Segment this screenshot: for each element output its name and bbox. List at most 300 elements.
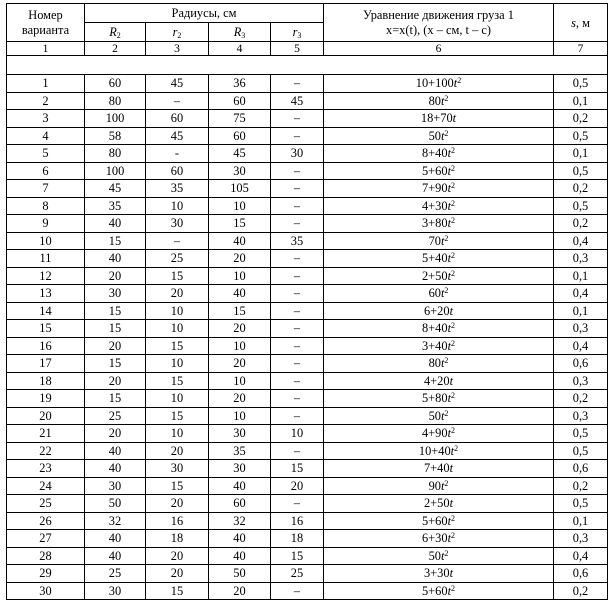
cell-r2: - [146,145,209,163]
cell-variant: 5 [7,145,85,163]
cell-s: 0,3 [554,407,608,425]
cell-equation [324,425,554,443]
equation-power: 2 [451,391,456,401]
cell-s: 0,6 [554,355,608,373]
equation-variable: t [449,496,454,511]
cell-equation [324,215,554,233]
table-row [7,267,608,285]
cell-s: 0,1 [554,145,608,163]
cell-equation [324,407,554,425]
cell-equation [324,267,554,285]
cell-s: 0,4 [554,232,608,250]
cell-R3: 20 [209,390,271,408]
equation-power: 2 [451,146,456,156]
cell-s: 0,2 [554,215,608,233]
spacer-cell [7,56,608,75]
cell-r2: – [146,232,209,250]
cell-s: 0,5 [554,75,608,93]
equation-text: 8+40 [421,146,448,161]
equation-text: 2+50 [421,268,448,283]
cell-s: 0,4 [554,547,608,565]
cell-r3: – [271,267,324,285]
header-R3-symbol: R [233,25,242,39]
cell-R3: 105 [209,180,271,198]
equation-power: 2 [444,286,449,296]
cell-s: 0,5 [554,127,608,145]
cell-variant: 8 [7,197,85,215]
cell-equation [324,390,554,408]
equation-text: 80 [428,356,441,371]
equation-text: 4+20 [423,373,450,388]
header-r2-symbol: r [172,25,178,39]
cell-equation [324,477,554,495]
equation-variable: t [440,356,445,371]
variants-table-container [6,3,608,600]
cell-r2: 10 [146,355,209,373]
cell-s: 0,3 [554,530,608,548]
cell-equation [324,197,554,215]
equation-text: 3+30 [423,566,450,581]
column-numbers-row [7,42,608,56]
equation-variable: t [440,286,445,301]
cell-variant: 1 [7,75,85,93]
header-variant [7,4,85,42]
cell-R3: 45 [209,145,271,163]
cell-variant: 23 [7,460,85,478]
cell-r2: 20 [146,285,209,303]
equation-variable: t [440,408,445,423]
cell-R3: 30 [209,460,271,478]
cell-equation [324,565,554,583]
equation-power: 2 [451,583,456,593]
equation-text: 2+50 [423,496,450,511]
cell-R2: 40 [85,442,146,460]
cell-r3: – [271,337,324,355]
header-variant-line1: Номер [28,7,63,22]
cell-s: 0,5 [554,162,608,180]
table-row [7,285,608,303]
cell-r2: 20 [146,565,209,583]
cell-R3: 20 [209,582,271,600]
cell-equation [324,180,554,198]
cell-equation [324,232,554,250]
cell-r3: – [271,407,324,425]
header-R2-sub: 2 [116,31,121,40]
cell-equation [324,442,554,460]
table-row [7,197,608,215]
cell-R2: 15 [85,320,146,338]
cell-R2: 20 [85,425,146,443]
cell-r3: – [271,355,324,373]
equation-variable: t [447,251,452,266]
cell-equation [324,547,554,565]
cell-variant: 16 [7,337,85,355]
cell-R2: 15 [85,232,146,250]
cell-r3: – [271,495,324,513]
cell-variant: 15 [7,320,85,338]
cell-R3: 15 [209,215,271,233]
cell-s: 0,2 [554,110,608,128]
cell-r2: 15 [146,372,209,390]
equation-variable: t [447,338,452,353]
cell-variant: 25 [7,495,85,513]
equation-power: 2 [451,216,456,226]
cell-s: 0,2 [554,582,608,600]
table-row [7,355,608,373]
cell-variant: 17 [7,355,85,373]
cell-R2: 30 [85,477,146,495]
equation-variable: t [450,443,455,458]
cell-R3: 10 [209,407,271,425]
cell-R2: 25 [85,407,146,425]
equation-variable: t [447,513,452,528]
cell-equation [324,75,554,93]
cell-R2: 15 [85,355,146,373]
equation-variable: t [440,233,445,248]
table-row [7,582,608,600]
equation-power: 2 [451,426,456,436]
cell-R3: 60 [209,92,271,110]
cell-R3: 20 [209,250,271,268]
cell-r3: 35 [271,232,324,250]
cell-variant: 3 [7,110,85,128]
cell-variant: 10 [7,232,85,250]
cell-r2: 20 [146,495,209,513]
table-row [7,390,608,408]
table-row [7,92,608,110]
cell-r3: – [271,320,324,338]
cell-variant: 13 [7,285,85,303]
equation-text: 3+80 [421,216,448,231]
equation-variable: t [453,76,458,91]
equation-variable: t [449,303,454,318]
cell-R3: 30 [209,425,271,443]
cell-variant: 2 [7,92,85,110]
cell-equation [324,372,554,390]
cell-r3: – [271,162,324,180]
column-number: 6 [324,42,554,56]
cell-equation [324,582,554,600]
column-number: 4 [209,42,271,56]
cell-s: 0,2 [554,477,608,495]
cell-s: 0,2 [554,180,608,198]
table-row [7,180,608,198]
cell-r2: 16 [146,512,209,530]
equation-power: 2 [457,76,462,86]
cell-s: 0,5 [554,495,608,513]
equation-text: 60 [428,286,441,301]
header-s-symbol: s [571,15,576,30]
cell-R2: 32 [85,512,146,530]
header-r3 [271,23,324,42]
cell-s: 0,3 [554,320,608,338]
cell-R3: 40 [209,285,271,303]
cell-r3: – [271,285,324,303]
equation-text: 5+80 [421,391,448,406]
cell-r3: – [271,110,324,128]
equation-text: 7+90 [421,181,448,196]
table-row [7,477,608,495]
equation-text: 7+40 [423,461,450,476]
equation-text: 90 [428,478,441,493]
equation-text: 6+20 [423,303,450,318]
equation-power: 2 [444,93,449,103]
equation-text: 18+70 [420,111,453,126]
cell-r3: – [271,127,324,145]
cell-equation [324,92,554,110]
equation-text: 70 [428,233,441,248]
table-row [7,442,608,460]
cell-variant: 28 [7,547,85,565]
cell-equation [324,530,554,548]
cell-r2: 10 [146,302,209,320]
cell-R2: 80 [85,92,146,110]
equation-power: 2 [451,338,456,348]
cell-r2: 15 [146,582,209,600]
table-row [7,145,608,163]
header-s [554,4,608,42]
cell-R2: 40 [85,530,146,548]
cell-R2: 45 [85,180,146,198]
cell-equation [324,127,554,145]
cell-R2: 100 [85,162,146,180]
equation-text: 5+60 [421,163,448,178]
equation-variable: t [440,128,445,143]
equation-power: 2 [444,356,449,366]
equation-text: 5+60 [421,583,448,598]
cell-r2: 18 [146,530,209,548]
cell-equation [324,320,554,338]
table-row [7,320,608,338]
header-R2 [85,23,146,42]
equation-power: 2 [444,478,449,488]
cell-r2: 10 [146,390,209,408]
equation-text: 8+40 [421,321,448,336]
header-variant-line2: варианта [21,22,70,37]
cell-r2: 25 [146,250,209,268]
cell-R3: 75 [209,110,271,128]
equation-text: 10+100 [415,76,454,91]
cell-R3: 30 [209,162,271,180]
spacer-row [7,56,608,75]
cell-equation [324,512,554,530]
cell-r2: 15 [146,337,209,355]
cell-r3: – [271,582,324,600]
cell-r3: – [271,442,324,460]
cell-R3: 60 [209,495,271,513]
cell-variant: 12 [7,267,85,285]
cell-s: 0,1 [554,267,608,285]
cell-r3: – [271,390,324,408]
equation-power: 2 [444,548,449,558]
equation-power: 2 [451,513,456,523]
equation-power: 2 [444,233,449,243]
header-equation-line2: x=x(t), (x – см, t – c) [386,22,491,37]
equation-variable: t [447,426,452,441]
cell-r3: – [271,372,324,390]
table-row [7,547,608,565]
cell-R2: 30 [85,285,146,303]
cell-r3: 25 [271,565,324,583]
cell-variant: 18 [7,372,85,390]
table-row [7,425,608,443]
equation-variable: t [447,146,452,161]
header-r3-symbol: r [292,25,298,39]
cell-R3: 15 [209,302,271,320]
table-row [7,337,608,355]
cell-r3: 15 [271,460,324,478]
equation-variable: t [447,391,452,406]
cell-R2: 30 [85,582,146,600]
cell-R2: 35 [85,197,146,215]
column-number: 3 [146,42,209,56]
table-row [7,127,608,145]
cell-variant: 20 [7,407,85,425]
cell-variant: 14 [7,302,85,320]
equation-text: 5+60 [421,513,448,528]
equation-text: 10+40 [418,443,451,458]
cell-s: 0,5 [554,442,608,460]
cell-equation [324,495,554,513]
equation-variable: t [447,181,452,196]
equation-power: 2 [444,128,449,138]
cell-r2: 30 [146,460,209,478]
equation-variable: t [449,461,454,476]
cell-r3: 30 [271,145,324,163]
cell-R3: 10 [209,372,271,390]
cell-variant: 4 [7,127,85,145]
cell-R2: 50 [85,495,146,513]
table-row [7,512,608,530]
cell-variant: 9 [7,215,85,233]
cell-r2: 10 [146,197,209,215]
cell-variant: 7 [7,180,85,198]
cell-r2: 15 [146,477,209,495]
header-R2-symbol: R [109,25,117,39]
cell-variant: 22 [7,442,85,460]
cell-r2: 15 [146,407,209,425]
table-row [7,302,608,320]
cell-s: 0,5 [554,197,608,215]
column-number: 2 [85,42,146,56]
cell-r3: – [271,180,324,198]
cell-R3: 40 [209,530,271,548]
cell-R2: 40 [85,250,146,268]
table-row [7,407,608,425]
equation-power: 2 [451,321,456,331]
cell-s: 0,4 [554,337,608,355]
cell-equation [324,250,554,268]
cell-variant: 27 [7,530,85,548]
cell-s: 0,4 [554,285,608,303]
table-row [7,460,608,478]
cell-R3: 32 [209,512,271,530]
cell-variant: 30 [7,582,85,600]
table-row [7,75,608,93]
cell-R2: 15 [85,390,146,408]
cell-r2: 60 [146,162,209,180]
cell-r2: 20 [146,442,209,460]
equation-variable: t [449,566,454,581]
equation-power: 2 [451,181,456,191]
equation-power: 2 [444,408,449,418]
header-row-1 [7,4,608,23]
equation-text: 4+90 [421,426,448,441]
cell-variant: 11 [7,250,85,268]
cell-equation [324,337,554,355]
equation-text: 5+40 [421,251,448,266]
cell-R3: 40 [209,547,271,565]
table-row [7,495,608,513]
table-row [7,232,608,250]
cell-R2: 20 [85,337,146,355]
equation-variable: t [447,583,452,598]
cell-R2: 20 [85,267,146,285]
cell-R3: 40 [209,232,271,250]
cell-s: 0,1 [554,512,608,530]
header-r2-sub: 2 [177,31,182,40]
cell-variant: 26 [7,512,85,530]
cell-r3: – [271,75,324,93]
table-row [7,530,608,548]
table-row [7,215,608,233]
equation-variable: t [440,548,445,563]
cell-R3: 35 [209,442,271,460]
equation-variable: t [440,93,445,108]
header-R3 [209,23,271,42]
equation-variable: t [447,268,452,283]
cell-R3: 40 [209,477,271,495]
cell-r2: 45 [146,75,209,93]
cell-R3: 10 [209,337,271,355]
cell-variant: 21 [7,425,85,443]
table-row [7,565,608,583]
cell-R3: 20 [209,355,271,373]
cell-r3: 20 [271,477,324,495]
cell-r2: 60 [146,110,209,128]
equation-text: 50 [428,128,441,143]
cell-R2: 60 [85,75,146,93]
table-row [7,250,608,268]
equation-power: 2 [451,268,456,278]
header-R3-sub: 3 [241,31,246,40]
cell-R3: 36 [209,75,271,93]
cell-s: 0,6 [554,460,608,478]
cell-R3: 20 [209,320,271,338]
cell-R2: 40 [85,547,146,565]
equation-power: 2 [454,443,459,453]
cell-r3: 10 [271,425,324,443]
cell-s: 0,3 [554,372,608,390]
equation-variable: t [447,321,452,336]
cell-variant: 19 [7,390,85,408]
equation-variable: t [452,111,457,126]
cell-R2: 25 [85,565,146,583]
cell-r3: 18 [271,530,324,548]
cell-r3: 45 [271,92,324,110]
cell-R2: 20 [85,372,146,390]
equation-variable: t [447,163,452,178]
equation-variable: t [440,478,445,493]
equation-text: 3+40 [421,338,448,353]
cell-equation [324,145,554,163]
cell-R3: 10 [209,267,271,285]
equation-variable: t [447,531,452,546]
cell-s: 0,1 [554,302,608,320]
cell-R2: 100 [85,110,146,128]
cell-equation [324,302,554,320]
cell-r3: – [271,197,324,215]
